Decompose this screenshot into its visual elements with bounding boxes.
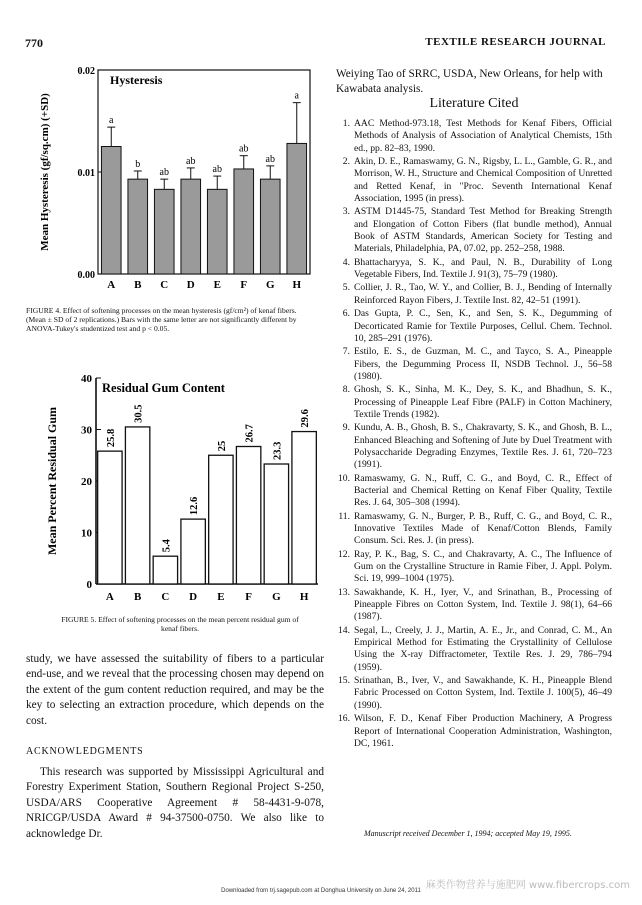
reference-number: 15. [338,675,350,687]
reference-number: 12. [338,548,350,560]
x-tick-label: D [189,591,198,603]
reference-item [334,257,612,282]
reference-text: Wilson, F. D., Kenaf Fiber Production Machinery, A Progress Report of International Cooperation Administration, Washington, DC, 1961. [354,713,612,749]
y-axis-label: Mean Hysteresis (gf/sq.cm) (+SD) [39,93,51,251]
bar [98,451,122,584]
reference-text: Ramaswamy, G. N., Ruff, C. G., and Boyd, C. R., Effect of Bacterial and Chemical Retting on Kenaf Fiber Quality, Textile Res. J. 64, 305–308 (1994). [354,472,612,509]
reference-item [334,156,612,205]
reference-item [334,282,612,307]
bar [234,169,254,274]
x-tick-label: C [161,591,170,603]
y-tick-label: 20 [81,476,92,488]
data-label: 25.8 [105,428,117,448]
reference-number: 1. [342,118,350,129]
bar [264,464,288,584]
x-tick-label: H [299,591,309,603]
y-axis-label: Mean Percent Residual Gum [45,406,59,556]
reference-text: ASTM D1445-75, Standard Test Method for Breaking Strength and Elongation of Cotton Fibers (flat bundle method), Annual Book of ASTM Standards, American Society for Testing and Materials, Philadelphia, PA, 07.02, pp. 252–258, 1988. [354,206,612,255]
reference-item [334,713,612,750]
reference-item [334,625,612,674]
y-tick-label: 0.02 [77,66,95,77]
reference-item [334,675,612,712]
reference-text: Das Gupta, P. C., Sen, K., and Sen, S. K., Degumming of Decorticated Ramie for Textile Purposes, Cellul. Chem. Technol. 10, 285–291 (1976). [354,308,612,344]
significance-label: ab [159,167,169,179]
bar [236,446,260,584]
watermark: 麻类作物营养与施肥网 www.fibercrops.com [425,880,630,891]
significance-label: ab [265,153,275,165]
x-tick-label: B [133,591,142,603]
reference-number: 4. [342,256,350,268]
data-label: 26.7 [244,424,256,443]
reference-number: 10. [338,472,350,484]
x-tick-label: A [107,279,116,291]
acknowledgments-text: This research was supported by Mississippi Agricultural and Forestry Experiment Station, Southern Regional Project S-250, USDA/ARS Cooperative Agreement # 58-4431-9-078, NRICGP/USDA Award # 94-37500-0750. We also like to acknowledge Dr. [26,766,324,840]
reference-number: 6. [342,308,350,320]
reference-text: Kundu, A. B., Ghosh, B. S., Chakravarty, S. K., and Ghosh, B. L., Enhanced Bleaching and Softening of Jute by Duel Treatment with Polysaccharide Degrading Enzymes, Textile Res. J. 61, 720–723 (1991). [354,422,612,471]
download-footer: Downloaded from trj.sagepub.com at Donghua University on June 24, 2011 [221,888,421,894]
reference-text: Ramaswamy, G. N., Burger, P. B., Ruff, C. G., and Boyd, C. R., Innovative Textiles Made of Kenaf/Cotton Blends, Family Consum. Sci. Res. J. (in press). [354,510,612,547]
residual-gum-chart [18,372,318,608]
acknowledgments-heading: ACKNOWLEDGMENTS [26,746,144,757]
reference-item [334,118,612,155]
bar [154,189,174,274]
reference-text: Sawakhande, K. H., Iyer, V., and Srinathan, B., Processing of Pineapple Fibres on Cotton System, Ind. Textile J. 98(1), 64–66 (1987). [354,586,612,623]
reference-item [334,384,612,421]
x-tick-label: H [292,279,302,291]
reference-number: 11. [338,510,350,522]
journal-name: TEXTILE RESEARCH JOURNAL [425,36,606,48]
y-tick-label: 0.00 [77,270,95,281]
bar [101,147,121,275]
x-tick-label: G [272,591,281,603]
manuscript-note: Manuscript received December 1, 1994; accepted May 19, 1995. [364,829,572,838]
y-tick-label: 10 [81,527,92,540]
reference-item [334,473,612,510]
reference-item [334,511,612,548]
acknowledgments-continued: Weiying Tao of SRRC, USDA, New Orleans, for help with Kawabata analysis. [336,68,603,96]
reference-text: AAC Method-973.18, Test Methods for Kenaf Fibers, Official Methods of Analysis of Association of Analytical Chemists, 15th ed., pp. 82–83, 1990. [354,118,612,154]
significance-label: a [109,115,114,127]
literature-cited-heading: Literature Cited [429,96,519,111]
bar [207,189,227,274]
reference-item [334,549,612,586]
data-label: 30.5 [133,404,145,423]
figure-5 [18,372,312,608]
x-tick-label: D [186,279,195,291]
reference-list [334,118,612,751]
y-tick-label: 30 [81,424,92,437]
reference-number: 13. [338,586,350,598]
bar [292,432,316,584]
bar [128,179,148,274]
reference-item [334,587,612,624]
x-tick-label: C [160,279,169,291]
reference-text: Bhattacharyya, S. K., and Paul, N. B., Durability of Long Vegetable Fibers, Ind. Textile J. 91(3), 75–79 (1980). [354,256,612,281]
reference-item [334,308,612,345]
reference-number: 16. [338,713,350,725]
x-tick-label: B [134,279,142,291]
y-tick-label: 0.01 [77,168,95,179]
data-label: 25 [216,440,228,452]
bar [287,143,307,274]
hysteresis-chart [18,62,318,302]
figure-4-caption: FIGURE 4. Effect of softening processes on the mean hysteresis (gf/cm²) of kenaf fibers. (Mean ± SD of 2 replications.) Bars with the same letter are not significantly different by ANOVA-Tukey's studentized test and p < 0.05. [26,306,297,334]
data-label: 12.6 [189,496,201,516]
reference-number: 8. [342,384,350,396]
data-label: 5.4 [161,539,173,553]
reference-number: 3. [342,206,350,218]
x-tick-label: F [245,591,252,603]
conclusion-text: study, we have assessed the suitability of fibers to a particular end-use, and we reveal that the processing chosen may depend on the extent of the gum content reduction required, and may be the key to selecting an extraction procedure, which depends on the cost. [26,653,324,727]
y-tick-label: 40 [81,373,92,385]
bar [153,556,177,584]
reference-number: 2. [342,156,350,168]
chart-title: Residual Gum Content [102,381,225,395]
reference-item [334,346,612,383]
page-number: 770 [25,36,43,50]
bar [181,179,201,274]
body-paragraph [26,652,324,729]
x-tick-label: G [265,279,275,291]
reference-text: Collier, J. R., Tao, W. Y., and Collier, B. J., Bending of Internally Reinforced Rayon Fibers, J. Textile Inst. 82, 42–51 (1991). [354,282,612,306]
bar [125,427,149,584]
significance-label: ab [239,143,249,155]
data-label: 23.3 [272,441,284,461]
significance-label: b [135,158,141,170]
y-tick-label: 0 [86,579,92,591]
figure-5-caption: FIGURE 5. Effect of softening processes on the mean percent residual gum of kenaf fibers. [61,615,299,634]
bar [209,455,233,584]
reference-text: Akin, D. E., Ramaswamy, G. N., Rigsby, L. L., Gamble, G. R., and Morrison, W. H., Structure and Chemical Composition of Unretted and Retted Kenaf, in "Proc. Seventh International Kenaf Association, 1995 (in press). [354,156,612,205]
chart-title: Hysteresis [110,73,163,87]
reference-number: 7. [342,346,350,358]
x-tick-label: F [240,279,248,291]
reference-text: Srinathan, B., Iver, V., and Sawakhande, K. H., Pineapple Blend Fabric Processed on Cotton System, Ind. Textile J. 100(5), 46–49 (1990). [354,675,612,711]
significance-label: ab [212,164,222,176]
reference-text: Segal, L., Creely, J. J., Martin, A. E., Jr., and Conrad, C. M., An Empirical Method for Estimating the Crystallinity of Cellulose Using the X-ray Diffractometer, Textile Res. J. 29, 786–794 (1959). [354,624,612,673]
figure-4 [18,62,308,302]
bar [260,179,280,274]
reference-item [334,206,612,255]
reference-number: 14. [338,624,350,636]
significance-label: a [294,90,299,102]
data-label: 29.6 [300,409,312,428]
x-tick-label: E [213,279,221,291]
x-tick-label: A [105,591,114,603]
reference-text: Ray, P. K., Bag, S. C., and Chakravarty, A. C., The Influence of Gum on the Crystalline Structure in Ramie Fiber, J. Appl. Polym. Sci. 19, 999–1004 (1975). [354,548,612,585]
reference-number: 9. [342,422,350,434]
significance-label: ab [186,155,196,167]
reference-text: Ghosh, S. K., Sinha, M. K., Dey, S. K., and Bhadhun, S. K., Processing of Pineapple Leaf Fibre (PALF) in Cotton Machinery, Textile Trends (1982). [354,384,612,420]
reference-item [334,422,612,471]
x-tick-label: E [217,591,225,603]
reference-number: 5. [342,282,350,294]
bar [181,519,205,584]
reference-text: Estilo, E. S., de Guzman, M. C., and Tayco, S. A., Pineapple Fibers, the Degumming Process II, NSDB Technol. J., 56–58 (1980). [354,346,612,382]
